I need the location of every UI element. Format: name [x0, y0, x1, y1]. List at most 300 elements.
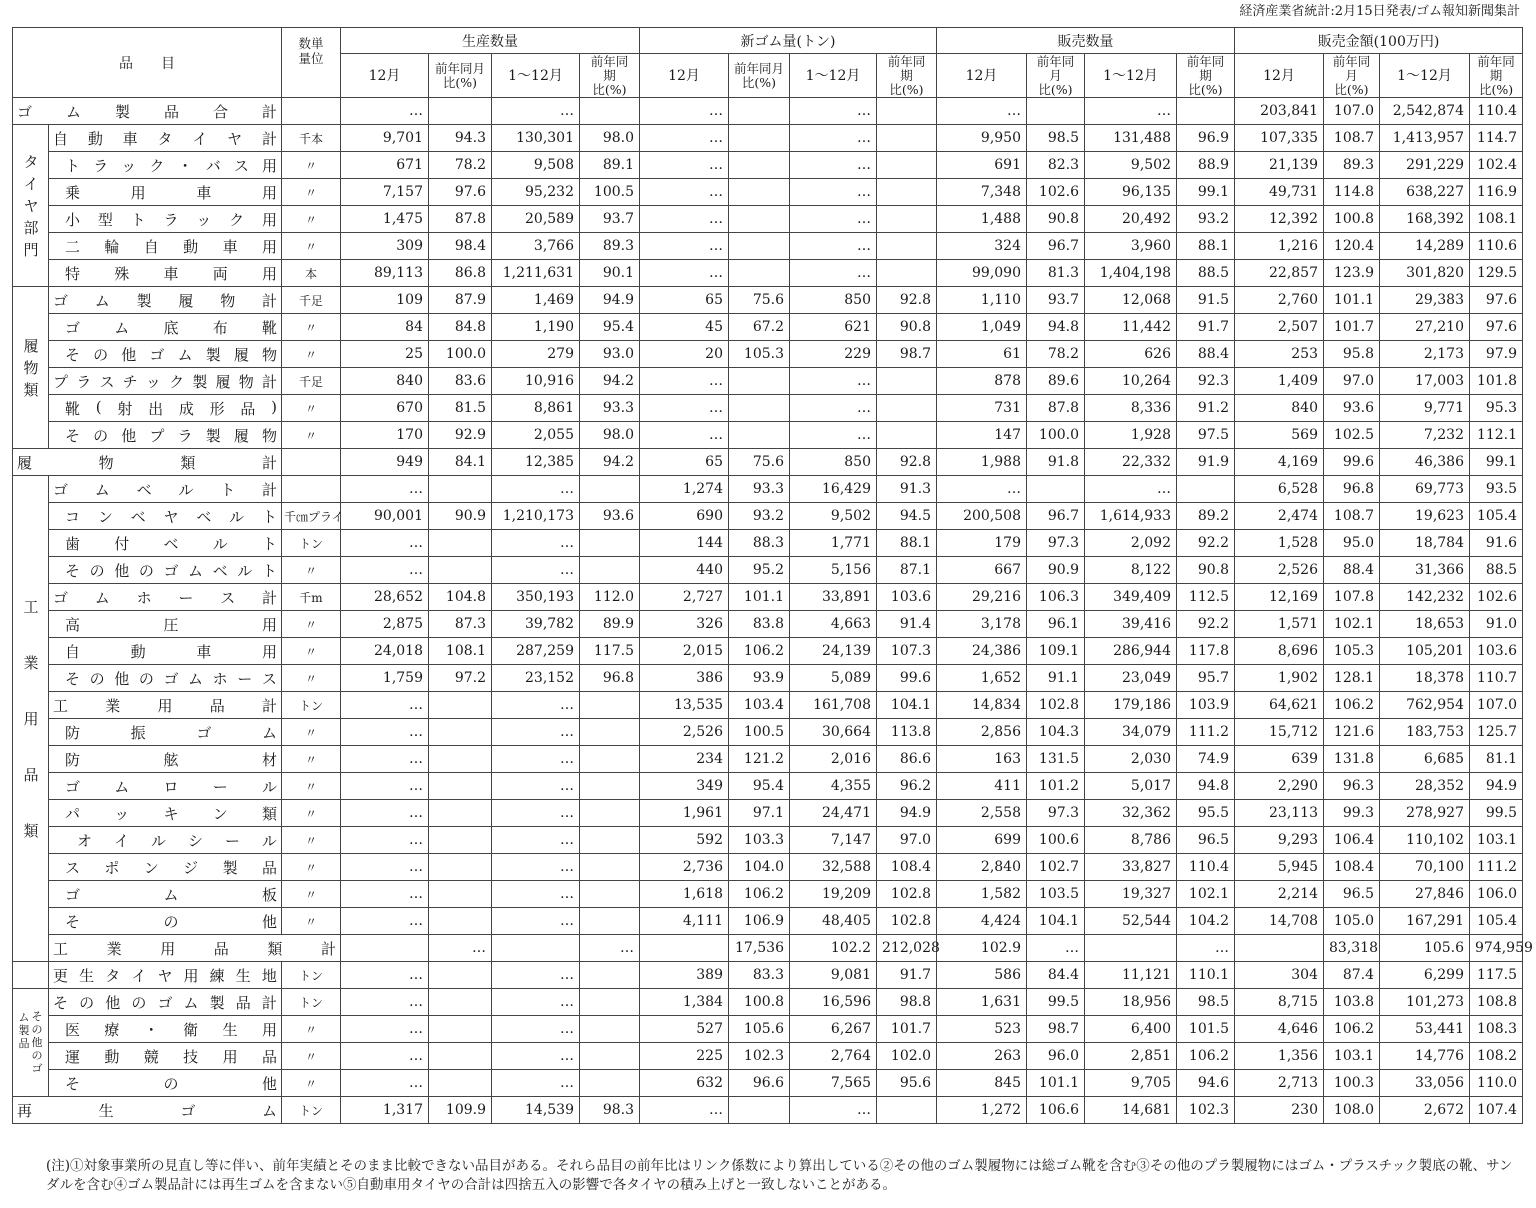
row-unit: 〃	[282, 746, 341, 773]
cell-6: 850	[790, 449, 877, 476]
cell-4: 1,618	[640, 881, 729, 908]
cell-11	[1177, 98, 1235, 125]
cell-1: 87.9	[429, 287, 492, 314]
cell-5: 83.3	[729, 962, 790, 989]
cell-5: 96.6	[729, 1070, 790, 1097]
cell-14: 18,378	[1380, 665, 1470, 692]
cell-6: …	[790, 368, 877, 395]
cell-0: 309	[341, 233, 429, 260]
table-row	[13, 125, 1523, 152]
cell-12: 569	[1235, 422, 1324, 449]
cell-14: 2,173	[1380, 341, 1470, 368]
cell-5	[729, 179, 790, 206]
cell-6: …	[790, 125, 877, 152]
cell-14: 167,291	[1380, 908, 1470, 935]
cell-12: 2,760	[1235, 287, 1324, 314]
cell-8: 2,840	[937, 854, 1027, 881]
cell-9: 106.6	[1027, 1097, 1085, 1124]
cell-2: …	[492, 692, 580, 719]
cell-11	[1235, 935, 1324, 962]
cell-8: 24,386	[937, 638, 1027, 665]
row-name: 自 動 車 タ イ ヤ 計	[49, 125, 282, 152]
cell-14: 6,685	[1380, 746, 1470, 773]
table-row	[13, 638, 1523, 665]
cell-6: 24,139	[790, 638, 877, 665]
cell-12: 14,708	[1235, 908, 1324, 935]
cell-7	[877, 422, 937, 449]
cell-11: 96.9	[1177, 125, 1235, 152]
cell-12: 4,169	[1235, 449, 1324, 476]
cell-2: 3,766	[492, 233, 580, 260]
table-row	[13, 962, 1523, 989]
cell-11: 96.5	[1177, 827, 1235, 854]
cell-12: 639	[1235, 746, 1324, 773]
cell-14: 2,542,874	[1380, 98, 1470, 125]
cell-5: 95.4	[729, 773, 790, 800]
cell-8: 14,834	[937, 692, 1027, 719]
table-row	[13, 98, 1523, 125]
row-name: そ の 他	[49, 1070, 282, 1097]
cell-5	[729, 98, 790, 125]
cell-8: …	[1027, 935, 1085, 962]
cell-15: 103.6	[1470, 638, 1523, 665]
cell-0: 949	[341, 449, 429, 476]
cell-10: 1,614,933	[1085, 503, 1177, 530]
cell-3	[580, 530, 640, 557]
cell-0: 671	[341, 152, 429, 179]
cell-10: 2,851	[1085, 1043, 1177, 1070]
cell-7: 91.4	[877, 611, 937, 638]
cell-6: …	[790, 395, 877, 422]
cell-14: 1,413,957	[1380, 125, 1470, 152]
cell-4: …	[640, 152, 729, 179]
rubber-statistics-table	[12, 27, 1533, 1124]
cell-7: 101.7	[877, 1016, 937, 1043]
cell-0: 840	[341, 368, 429, 395]
cell-13: 105.0	[1324, 908, 1380, 935]
cell-10: 5,017	[1085, 773, 1177, 800]
table-row	[13, 449, 1523, 476]
cell-1	[429, 1043, 492, 1070]
cell-12: 5,945	[1235, 854, 1324, 881]
row-name: 医 療 ・ 衛 生 用	[49, 1016, 282, 1043]
cell-10: 32,362	[1085, 800, 1177, 827]
cell-9: 96.7	[1027, 503, 1085, 530]
cell-12: 840	[1235, 395, 1324, 422]
cell-0: …	[341, 476, 429, 503]
cell-13: 106.2	[1324, 1016, 1380, 1043]
cell-12: 49,731	[1235, 179, 1324, 206]
cell-10: 96,135	[1085, 179, 1177, 206]
cell-11: 91.9	[1177, 449, 1235, 476]
row-unit	[282, 476, 341, 503]
row-unit	[341, 935, 429, 962]
cell-3	[580, 800, 640, 827]
cell-6: 9,502	[790, 503, 877, 530]
cell-8: 691	[937, 152, 1027, 179]
cell-2: 12,385	[492, 449, 580, 476]
cell-13: 99.6	[1324, 449, 1380, 476]
cell-12: 22,857	[1235, 260, 1324, 287]
cell-3: 98.3	[580, 1097, 640, 1124]
cell-3	[580, 719, 640, 746]
table-row	[13, 206, 1523, 233]
cell-12: 12,169	[1235, 584, 1324, 611]
cell-9: 96.7	[1027, 233, 1085, 260]
cell-12: 6,528	[1235, 476, 1324, 503]
sub-header-2-0: 12月	[937, 54, 1027, 98]
cell-9: 90.8	[1027, 206, 1085, 233]
cell-10: 10,264	[1085, 368, 1177, 395]
cell-9: 106.3	[1027, 584, 1085, 611]
cell-15: 88.5	[1470, 557, 1523, 584]
cell-10: 8,122	[1085, 557, 1177, 584]
table-row	[13, 1097, 1523, 1124]
cell-8: 163	[937, 746, 1027, 773]
cell-7: 94.5	[877, 503, 937, 530]
cell-10: 6,400	[1085, 1016, 1177, 1043]
table-row	[13, 503, 1523, 530]
cell-4: 349	[640, 773, 729, 800]
row-name: 自 動 車 用	[49, 638, 282, 665]
cell-13: 103.8	[1324, 989, 1380, 1016]
cell-14: 14,289	[1380, 233, 1470, 260]
row-unit: トン	[282, 962, 341, 989]
cell-9: 104.3	[1027, 719, 1085, 746]
cell-1: 100.0	[429, 341, 492, 368]
cell-7: 98.8	[877, 989, 937, 1016]
cell-11: 101.5	[1177, 1016, 1235, 1043]
row-name: 小 型 ト ラ ッ ク 用	[49, 206, 282, 233]
table-row	[13, 881, 1523, 908]
cell-8: 99,090	[937, 260, 1027, 287]
cell-12: 2,474	[1235, 503, 1324, 530]
cell-6: 2,764	[790, 1043, 877, 1070]
cell-3: 117.5	[580, 638, 640, 665]
cell-13: 96.5	[1324, 881, 1380, 908]
cell-1: 109.9	[429, 1097, 492, 1124]
cell-13: 95.0	[1324, 530, 1380, 557]
cell-7: 102.8	[877, 908, 937, 935]
row-name: オ イ ル シ ー ル	[49, 827, 282, 854]
cell-14: 33,056	[1380, 1070, 1470, 1097]
cell-10: 3,960	[1085, 233, 1177, 260]
cell-10: 9,502	[1085, 152, 1177, 179]
cell-10: 20,492	[1085, 206, 1177, 233]
row-unit: トン	[282, 530, 341, 557]
sub-header-2-3: 前年同期 比(%)	[1177, 54, 1235, 98]
cell-10: 349,409	[1085, 584, 1177, 611]
cell-13: 114.8	[1324, 179, 1380, 206]
cell-5: 83.8	[729, 611, 790, 638]
cell-2: …	[492, 989, 580, 1016]
cell-12: 1,902	[1235, 665, 1324, 692]
cell-6: 19,209	[790, 881, 877, 908]
cell-5: 106.9	[729, 908, 790, 935]
cell-4: 440	[640, 557, 729, 584]
table-row	[13, 152, 1523, 179]
cell-7: 107.3	[877, 638, 937, 665]
cell-0: …	[341, 881, 429, 908]
cell-1: 87.8	[429, 206, 492, 233]
cell-7	[877, 260, 937, 287]
cell-8: 3,178	[937, 611, 1027, 638]
cell-1	[429, 962, 492, 989]
cell-12: 230	[1235, 1097, 1324, 1124]
cell-3	[580, 827, 640, 854]
cell-4: 326	[640, 611, 729, 638]
cell-13: 88.4	[1324, 557, 1380, 584]
cell-12: 21,139	[1235, 152, 1324, 179]
cell-1	[429, 1016, 492, 1043]
cell-2: 1,210,173	[492, 503, 580, 530]
cell-9: 93.7	[1027, 287, 1085, 314]
row-name: 更 生 タ イ ヤ 用 練 生 地	[49, 962, 282, 989]
cell-4: …	[640, 206, 729, 233]
cell-10: 39,416	[1085, 611, 1177, 638]
cell-8: 179	[937, 530, 1027, 557]
cell-0: 1,317	[341, 1097, 429, 1124]
cell-13: 108.0	[1324, 1097, 1380, 1124]
cell-8: 1,110	[937, 287, 1027, 314]
cell-15: 97.9	[1470, 341, 1523, 368]
cell-3: 98.0	[580, 125, 640, 152]
cell-2: …	[580, 935, 640, 962]
cell-9: 96.1	[1027, 611, 1085, 638]
row-name: 再 生 ゴ ム	[13, 1097, 282, 1124]
cell-10: 23,049	[1085, 665, 1177, 692]
table-row	[13, 989, 1523, 1016]
cell-8: 1,652	[937, 665, 1027, 692]
row-name: コ ン ベ ヤ ベ ル ト	[49, 503, 282, 530]
cell-11: 103.9	[1177, 692, 1235, 719]
table-row	[13, 1070, 1523, 1097]
section-label-other: その他のゴ ム製品	[13, 989, 49, 1097]
cell-15: 91.6	[1470, 530, 1523, 557]
cell-6: 4,663	[790, 611, 877, 638]
row-unit: 千本	[282, 125, 341, 152]
row-unit: 〃	[282, 665, 341, 692]
cell-5: 104.0	[729, 854, 790, 881]
cell-5	[729, 368, 790, 395]
table-row	[13, 314, 1523, 341]
cell-6: …	[790, 233, 877, 260]
cell-10: 33,827	[1085, 854, 1177, 881]
cell-7: 90.8	[877, 314, 937, 341]
cell-14: 762,954	[1380, 692, 1470, 719]
row-name: ゴ ム ホ ー ス 計	[49, 584, 282, 611]
cell-3: 94.9	[580, 287, 640, 314]
cell-6: …	[790, 1097, 877, 1124]
row-unit	[282, 98, 341, 125]
row-name: 運 動 競 技 用 品	[49, 1043, 282, 1070]
cell-13: 106.2	[1324, 692, 1380, 719]
table-row	[13, 935, 1523, 962]
cell-11: 92.2	[1177, 611, 1235, 638]
cell-0: 670	[341, 395, 429, 422]
cell-11: 88.4	[1177, 341, 1235, 368]
table-row	[13, 368, 1523, 395]
cell-8: 7,348	[937, 179, 1027, 206]
cell-7	[877, 368, 937, 395]
cell-8: 1,488	[937, 206, 1027, 233]
cell-4: …	[640, 1097, 729, 1124]
cell-13: 102.1	[1324, 611, 1380, 638]
cell-6: 4,355	[790, 773, 877, 800]
cell-2: …	[492, 962, 580, 989]
cell-10: …	[1085, 98, 1177, 125]
cell-1	[429, 827, 492, 854]
cell-4: 2,727	[640, 584, 729, 611]
cell-5: 121.2	[729, 746, 790, 773]
cell-9: 81.3	[1027, 260, 1085, 287]
cell-7: 104.1	[877, 692, 937, 719]
cell-7	[877, 152, 937, 179]
table-row	[13, 665, 1523, 692]
cell-14: 105,201	[1380, 638, 1470, 665]
cell-15: 108.8	[1470, 989, 1523, 1016]
cell-12: 12,392	[1235, 206, 1324, 233]
cell-2: …	[492, 1016, 580, 1043]
cell-10: 11,442	[1085, 314, 1177, 341]
cell-0: …	[429, 935, 492, 962]
cell-4: 1,274	[640, 476, 729, 503]
cell-7	[877, 395, 937, 422]
cell-13: 93.6	[1324, 395, 1380, 422]
row-name: 特 殊 車 両 用	[49, 260, 282, 287]
cell-12: 107,335	[1235, 125, 1324, 152]
cell-14: 974,959	[1470, 935, 1523, 962]
cell-9: 94.8	[1027, 314, 1085, 341]
cell-13: 102.5	[1324, 422, 1380, 449]
cell-4: 592	[640, 827, 729, 854]
cell-5: 67.2	[729, 314, 790, 341]
cell-8: 845	[937, 1070, 1027, 1097]
cell-11: 94.8	[1177, 773, 1235, 800]
cell-2: …	[492, 98, 580, 125]
cell-4: …	[640, 233, 729, 260]
cell-15: 117.5	[1470, 962, 1523, 989]
cell-1: 84.8	[429, 314, 492, 341]
cell-15: 110.4	[1470, 98, 1523, 125]
cell-11: 88.1	[1177, 233, 1235, 260]
cell-8: 667	[937, 557, 1027, 584]
cell-1	[429, 530, 492, 557]
cell-6: 32,588	[790, 854, 877, 881]
cell-7: 88.1	[877, 530, 937, 557]
section-label-tire: タイヤ部門	[13, 125, 49, 287]
row-unit: 千足	[282, 287, 341, 314]
cell-9: 82.3	[1027, 152, 1085, 179]
cell-3: 95.4	[580, 314, 640, 341]
cell-14: 183,753	[1380, 719, 1470, 746]
cell-2: 279	[492, 341, 580, 368]
cell-6: 6,267	[790, 1016, 877, 1043]
cell-6: 30,664	[790, 719, 877, 746]
cell-14: 291,229	[1380, 152, 1470, 179]
cell-15: 107.0	[1470, 692, 1523, 719]
sub-header-1-0: 12月	[640, 54, 729, 98]
cell-6: 16,596	[790, 989, 877, 1016]
cell-9: 87.8	[1027, 395, 1085, 422]
cell-11: 93.2	[1177, 206, 1235, 233]
cell-6: 5,156	[790, 557, 877, 584]
row-name: ゴ ム 製 履 物 計	[49, 287, 282, 314]
table-row	[13, 557, 1523, 584]
cell-1	[492, 935, 580, 962]
cell-8: 61	[937, 341, 1027, 368]
cell-8: 147	[937, 422, 1027, 449]
table-row	[13, 719, 1523, 746]
cell-13: 101.7	[1324, 314, 1380, 341]
cell-0: 24,018	[341, 638, 429, 665]
cell-1	[429, 719, 492, 746]
cell-4: 386	[640, 665, 729, 692]
cell-1	[429, 98, 492, 125]
cell-8: 29,216	[937, 584, 1027, 611]
cell-4: …	[640, 422, 729, 449]
source-credit: 経済産業省統計:2月15日発表/ゴム報知新聞集計	[1239, 4, 1520, 19]
cell-3	[580, 1016, 640, 1043]
cell-14: 70,100	[1380, 854, 1470, 881]
cell-8: 411	[937, 773, 1027, 800]
table-row	[13, 908, 1523, 935]
table-row	[13, 854, 1523, 881]
cell-2: 350,193	[492, 584, 580, 611]
cell-6: …	[790, 98, 877, 125]
row-name: 歯 付 ベ ル ト	[49, 530, 282, 557]
cell-6: 5,089	[790, 665, 877, 692]
cell-7: 98.7	[877, 341, 937, 368]
cell-10: 52,544	[1085, 908, 1177, 935]
table-row	[13, 530, 1523, 557]
row-unit: 〃	[282, 395, 341, 422]
cell-7: 92.8	[877, 449, 937, 476]
table-row	[13, 800, 1523, 827]
cell-5: 102.3	[729, 1043, 790, 1070]
cell-3	[580, 908, 640, 935]
cell-3	[580, 557, 640, 584]
cell-2: …	[492, 557, 580, 584]
cell-10: 626	[1085, 341, 1177, 368]
section-label-shoes: 履物類	[13, 287, 49, 449]
cell-11: 98.5	[1177, 989, 1235, 1016]
cell-14: 14,776	[1380, 1043, 1470, 1070]
sub-header-3-0: 12月	[1235, 54, 1324, 98]
cell-13: 106.4	[1324, 827, 1380, 854]
cell-7: 99.6	[877, 665, 937, 692]
table-row	[13, 827, 1523, 854]
cell-2: …	[492, 719, 580, 746]
table-row	[13, 341, 1523, 368]
table-body	[13, 98, 1533, 1124]
cell-2: …	[492, 773, 580, 800]
table-row	[13, 611, 1523, 638]
sub-header-0-0: 12月	[341, 54, 429, 98]
cell-8: 1,272	[937, 1097, 1027, 1124]
cell-9: 99.5	[1027, 989, 1085, 1016]
row-name: 防 舷 材	[49, 746, 282, 773]
cell-9	[1027, 476, 1085, 503]
cell-12: 1,216	[1235, 233, 1324, 260]
item-header: 品 目	[13, 28, 282, 98]
cell-11: 74.9	[1177, 746, 1235, 773]
cell-3: 89.1	[580, 152, 640, 179]
cell-13: 105.6	[1380, 935, 1470, 962]
cell-3: 90.1	[580, 260, 640, 287]
cell-1	[429, 557, 492, 584]
cell-14: 69,773	[1380, 476, 1470, 503]
